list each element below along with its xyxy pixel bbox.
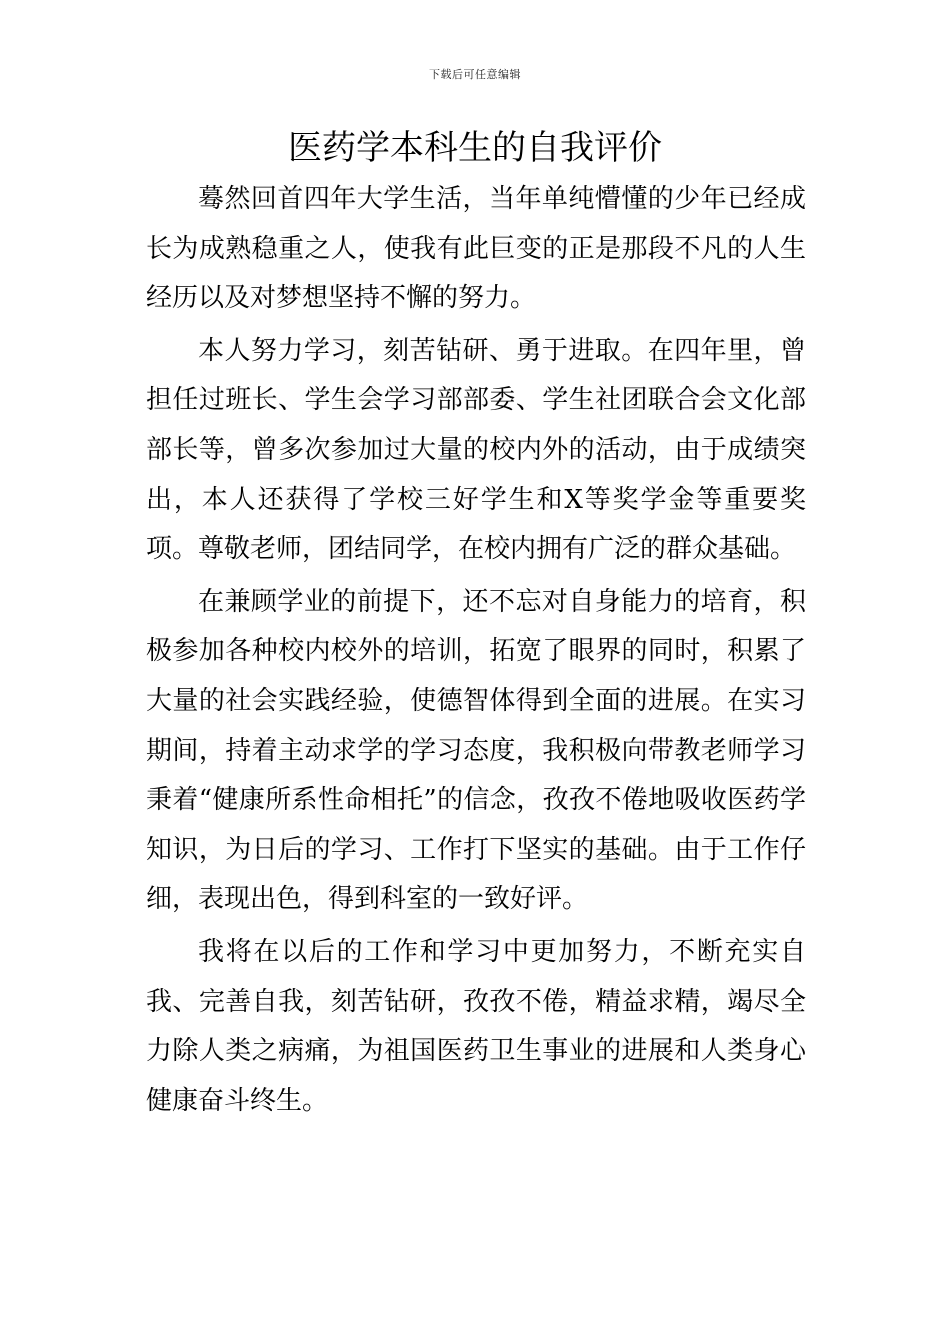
document-body — [146, 175, 806, 1129]
paragraph-practice: 在兼顾学业的前提下，还不忘对自身能力的培育，积极参加各种校内校外的培训，拓宽了眼界的同时，积累了大量的社会实践经验，使德智体得到全面的进展。在实习期间，持着主动求学的学习态度，我积极向带教老师学习秉着“健康所系性命相托”的信念，孜孜不倦地吸收医药学知识，为日后的学习、工作打下坚实的基础。由于工作仔细，表现出色，得到科室的一致好评。 — [146, 586, 806, 915]
header-note: 下载后可任意编辑 — [429, 68, 521, 81]
paragraph-study: 本人努力学习，刻苦钻研、勇于进取。在四年里，曾担任过班长、学生会学习部部委、学生社团联合会文化部部长等，曾多次参加过大量的校内外的活动，由于成绩突出，本人还获得了学校三好学生和X等奖学金等重要奖项。尊敬老师，团结同学，在校内拥有广泛的群众基础。 — [146, 335, 806, 565]
paragraph-conclusion: 我将在以后的工作和学习中更加努力，不断充实自我、完善自我，刻苦钻研，孜孜不倦，精益求精，竭尽全力除人类之病痛，为祖国医药卫生事业的进展和人类身心健康奋斗终生。 — [146, 936, 806, 1116]
paragraph-intro: 蓦然回首四年大学生活，当年单纯懵懂的少年已经成长为成熟稳重之人，使我有此巨变的正是那段不凡的人生经历以及对梦想坚持不懈的努力。 — [146, 184, 806, 314]
document-title: 医药学本科生的自我评价 — [288, 128, 662, 168]
